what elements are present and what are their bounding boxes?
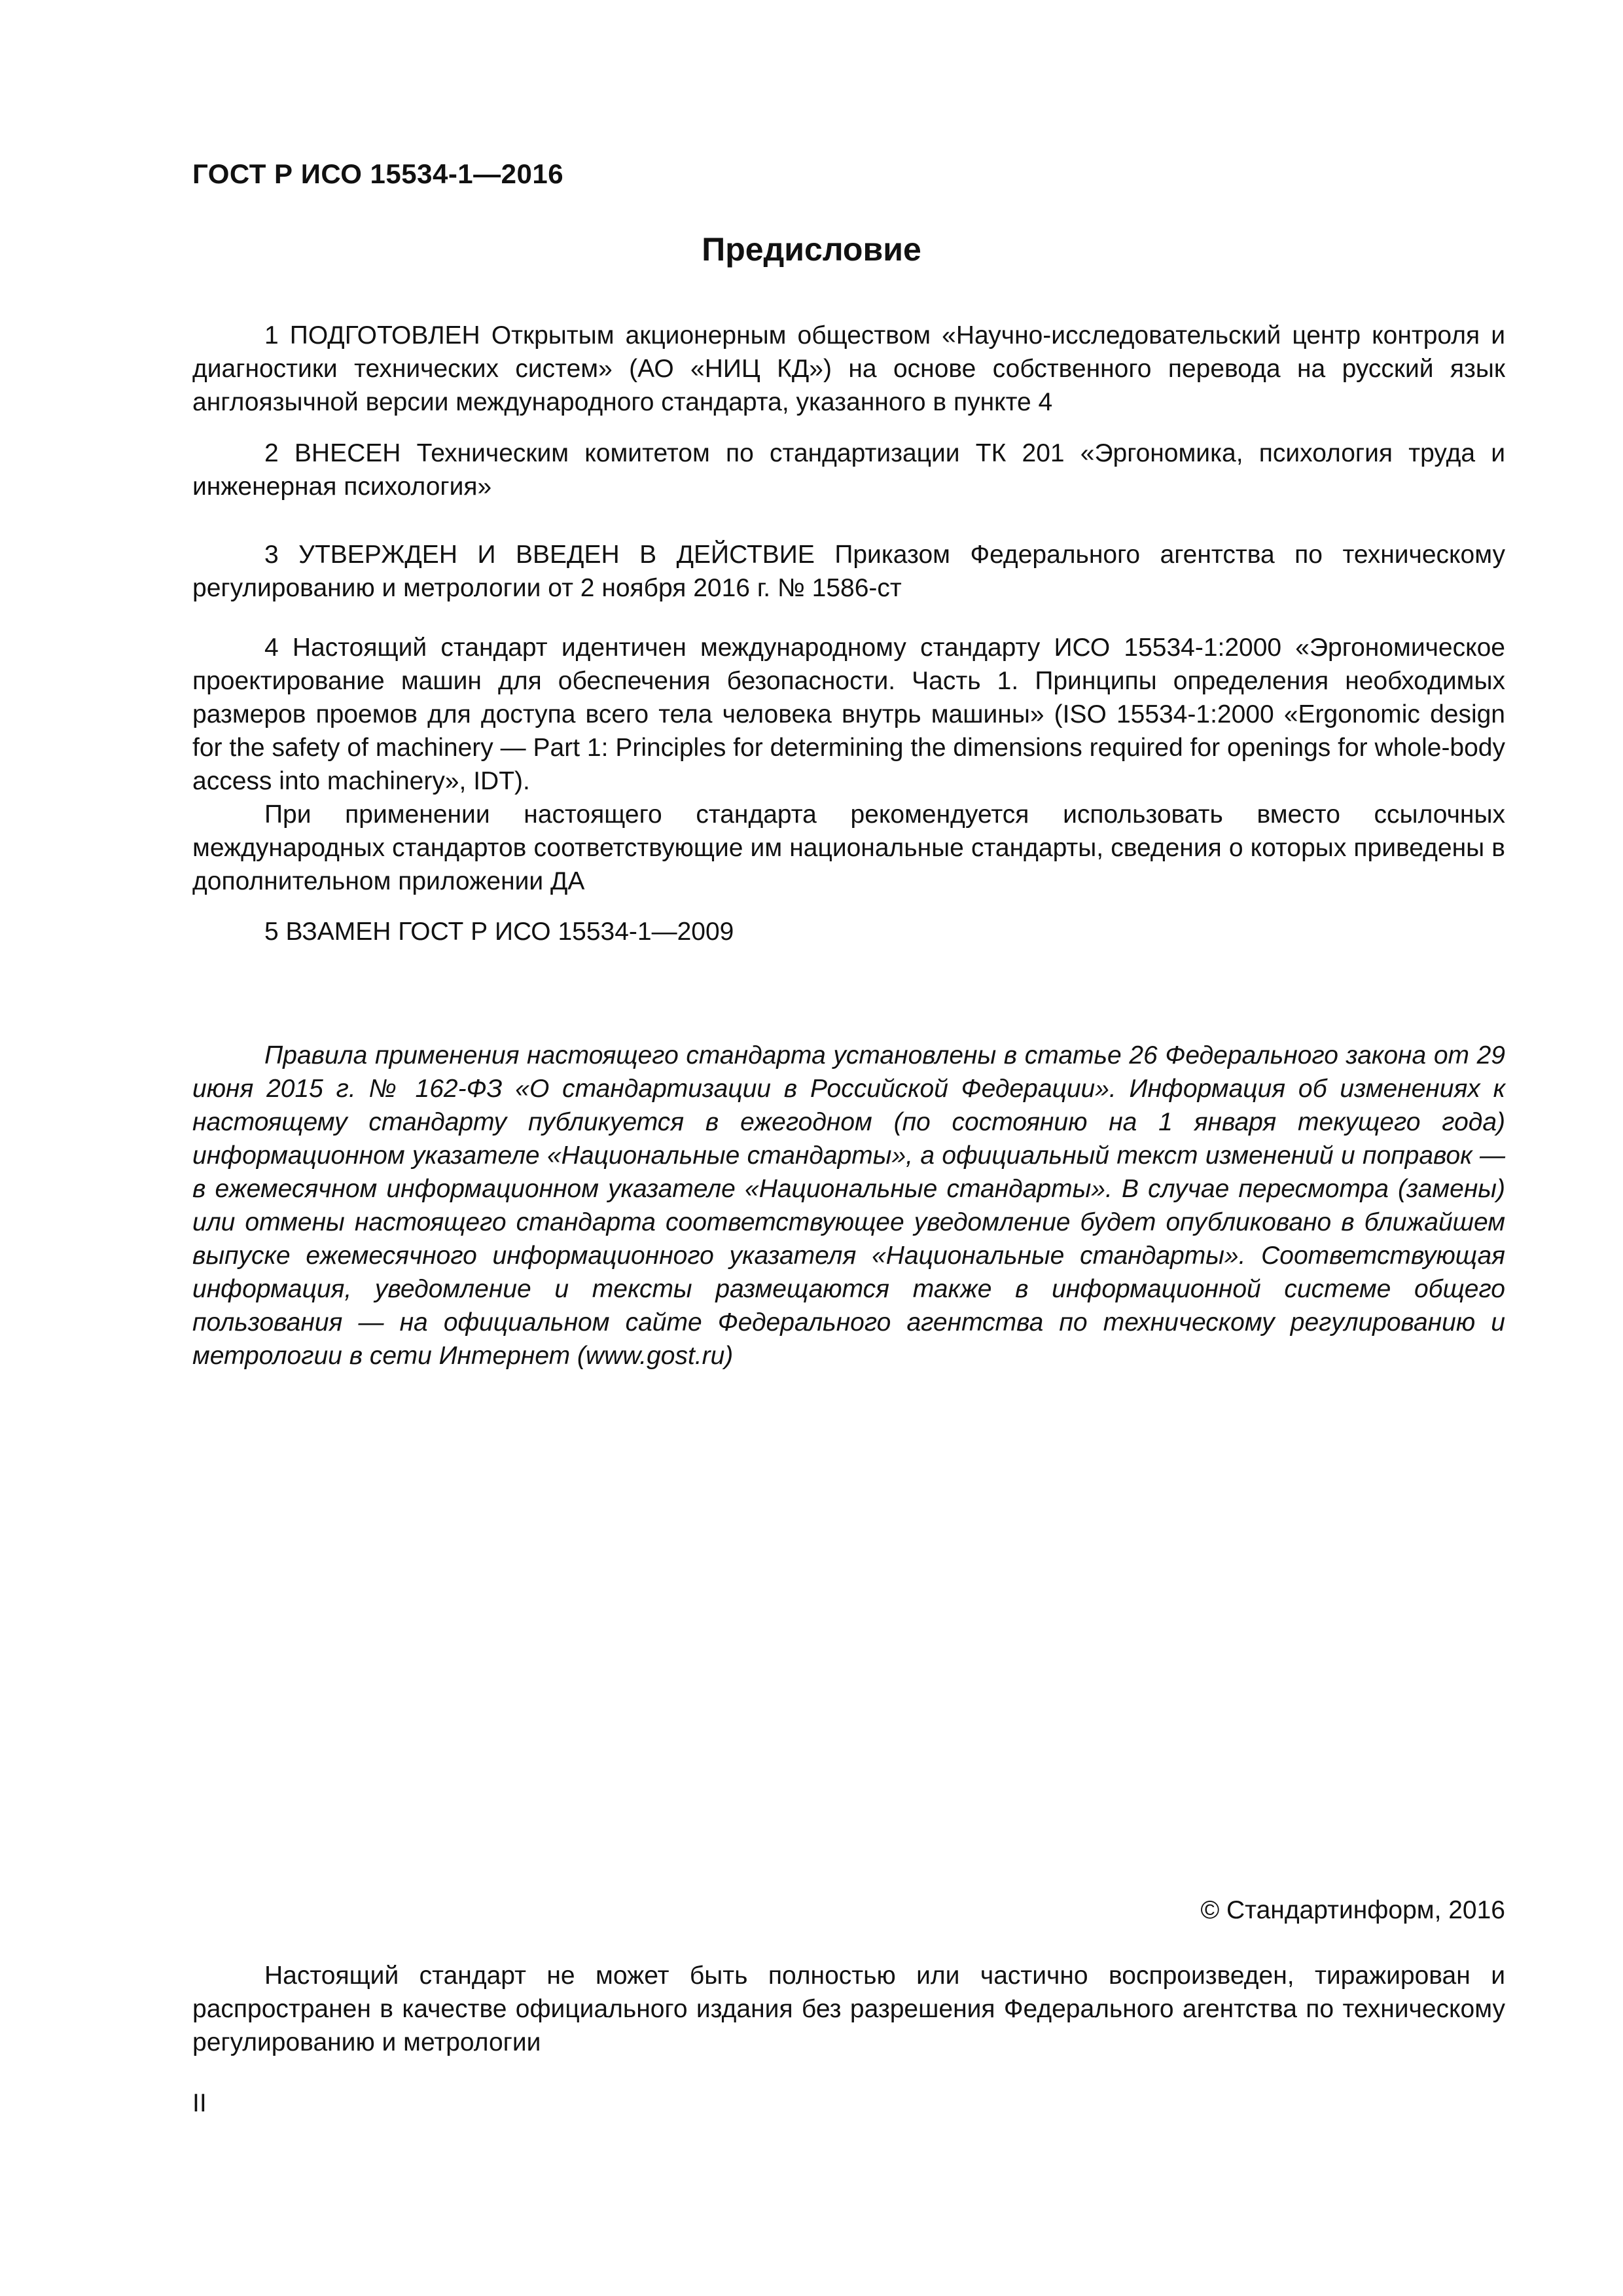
item-5-block: [192, 915, 1505, 948]
item-introduced: 2 ВНЕСЕН Техническим комитетом по стандартизации ТК 201 «Эргономика, психология труда и инженерная психология»: [192, 439, 1505, 501]
item-2-block: [192, 437, 1505, 503]
item-1-block: [192, 319, 1505, 419]
item-4-block: [192, 631, 1505, 898]
page-number: II: [192, 2089, 207, 2117]
rules-note-block: [192, 1039, 1505, 1372]
item-application-note: При применении настоящего стандарта рекомендуется использовать вместо ссылочных международных стандартов соответствующие им национальные стандарты, сведения о которых приведены в дополнительном приложении ДА: [192, 800, 1505, 895]
item-approved: 3 УТВЕРЖДЕН И ВВЕДЕН В ДЕЙСТВИЕ Приказом Федерального агентства по техническому регулированию и метрологии от 2 ноября 2016 г. № 1586-ст: [192, 541, 1505, 602]
item-identical: 4 Настоящий стандарт идентичен международному стандарту ИСО 15534-1:2000 «Эргономическое проектирование машин для обеспечения безопасности. Часть 1. Принципы определения необходимых размеров проемов для доступа всего тела человека внутрь машины» (ISO 15534-1:2000 «Ergonomic design for the safety of machinery — Part 1: Principles for determining the dimensions required for openings for whole-body access into machinery», IDT).: [192, 634, 1505, 795]
page-title: Предисловие: [702, 231, 921, 268]
copyright: © Стандартинформ, 2016: [1200, 1896, 1505, 1924]
rules-note: Правила применения настоящего стандарта установлены в статье 26 Федерального закона от 29 июня 2015 г. № 162-ФЗ «О стандартизации в Российской Федерации». Информация об изменениях к настоящему стандарту публикуется в ежегодном (по состоянию на 1 января текущего года) информационном указателе «Национальные стандарты», а официальный текст изменений и поправок — в ежемесячном информационном указателе «Национальные стандарты». В случае пересмотра (замены) или отмены настоящего стандарта соответствующее уведомление будет опубликовано в ближайшем выпуске ежемесячного информационного указателя «Национальные стандарты». Соответствующая информация, уведомление и тексты размещаются также в информационной системе общего пользования — на официальном сайте Федерального агентства по техническому регулированию и метрологии в сети Интернет (www.gost.ru): [192, 1041, 1505, 1370]
item-prepared: 1 ПОДГОТОВЛЕН Открытым акционерным обществом «Научно-исследовательский центр контроля и диагностики технических систем» (АО «НИЦ КД») на основе собственного перевода на русский язык англоязычной версии международного стандарта, указанного в пункте 4: [192, 321, 1505, 416]
document-id: ГОСТ Р ИСО 15534-1—2016: [192, 158, 564, 189]
item-3-block: [192, 538, 1505, 605]
reproduction-notice-block: [192, 1959, 1505, 2059]
item-replaces: 5 ВЗАМЕН ГОСТ Р ИСО 15534-1—2009: [264, 918, 734, 946]
reproduction-notice: Настоящий стандарт не может быть полностью или частично воспроизведен, тиражирован и распространен в качестве официального издания без разрешения Федерального агентства по техническому регулированию и метрологии: [192, 1962, 1505, 2056]
